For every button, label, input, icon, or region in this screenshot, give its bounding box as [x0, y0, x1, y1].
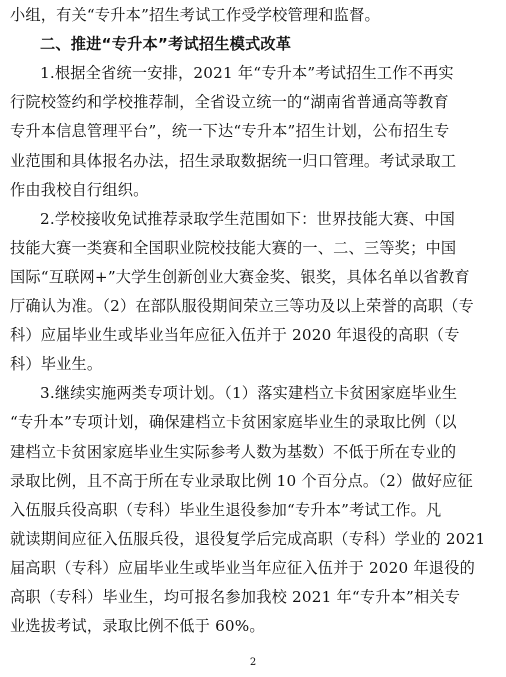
paragraph-line: 就读期间应征入伍服兵役，退役复学后完成高职（专科）学业的 2021 [10, 529, 486, 548]
intro-line: 小组，有关“专升本”招生考试工作受学校管理和监督。 [10, 6, 380, 24]
paragraph-line: 科）应届毕业生或毕业当年应征入伍并于 2020 年退役的高职（专 [10, 326, 460, 345]
paragraph-line: 专升本信息管理平台”，统一下达“专升本”招生计划，公布招生专 [10, 122, 450, 141]
paragraph-line: 行院校签约和学校推荐制，全省设立统一的“湖南省普通高等教育 [10, 93, 449, 112]
paragraph-line: 业范围和具体报名办法，招生录取数据统一归口管理。考试录取工 [10, 151, 457, 170]
paragraph-line: 科）毕业生。 [10, 355, 103, 374]
paragraph-line: 3.继续实施两类专项计划。（1）落实建档立卡贫困家庭毕业生 [40, 384, 458, 403]
paragraph-line: 入伍服兵役高职（专科）毕业生退役参加“专升本”考试工作。凡 [10, 500, 442, 519]
paragraph-line: 届高职（专科）应届毕业生或毕业当年应征入伍并于 2020 年退役的 [10, 558, 475, 577]
paragraph-line: 高职（专科）毕业生，均可报名参加我校 2021 年“专升本”相关专 [10, 588, 461, 606]
paragraph-line: 作由我校自行组织。 [10, 180, 149, 199]
paragraph-line: 技能大赛一类赛和全国职业院校技能大赛的一、二、三等奖；中国 [10, 238, 457, 257]
paragraph-line: 业选拔考试，录取比例不低于 60%。 [10, 617, 265, 636]
paragraph-line: “专升本”专项计划，确保建档立卡贫困家庭毕业生的录取比例（以 [10, 413, 457, 432]
paragraph-line: 国际“互联网+”大学生创新创业大赛金奖、银奖，具体名单以省教育 [10, 267, 470, 286]
paragraph-line: 厅确认为准。（2）在部队服役期间荣立三等功及以上荣誉的高职（专 [10, 297, 474, 315]
paragraph-line: 录取比例，且不高于所在专业录取比例 10 个百分点。（2）做好应征 [10, 471, 473, 490]
page-number: 2 [249, 657, 257, 668]
paragraph-line: 2.学校接收免试推荐录取学生范围如下：世界技能大赛、中国 [40, 209, 455, 228]
paragraph-line: 1.根据全省统一安排，2021 年“专升本”考试招生工作不再实 [40, 64, 454, 83]
section-heading: 二、推进“专升本”考试招生模式改革 [40, 35, 292, 54]
paragraph-line: 建档立卡贫困家庭毕业生实际参考人数为基数）不低于所在专业的 [10, 442, 457, 461]
